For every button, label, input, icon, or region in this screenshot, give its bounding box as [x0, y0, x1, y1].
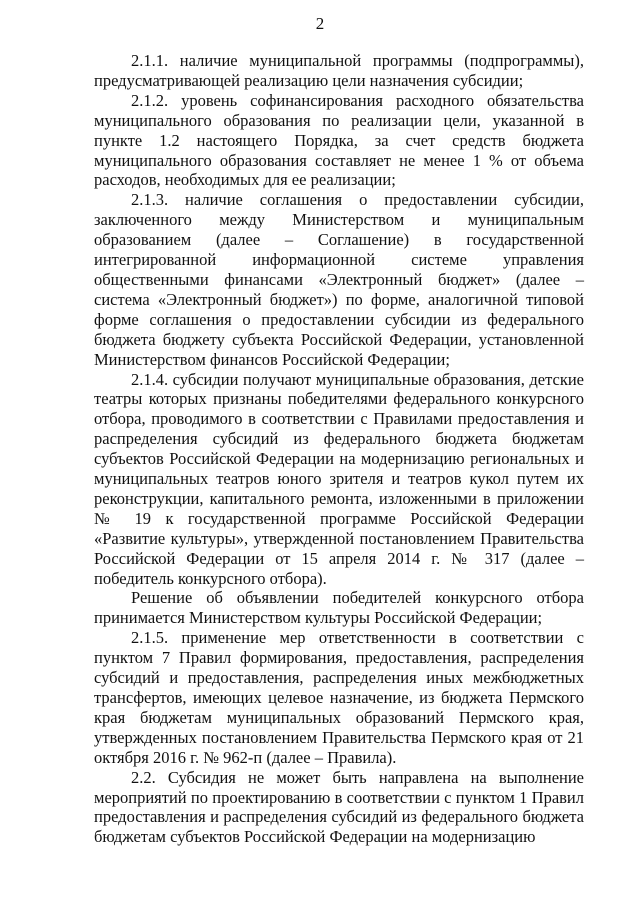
paragraph-decision: Решение об объявлении победителей конкурсного отбора принимается Министерством культуры Российской Федерации;	[94, 588, 584, 628]
page-number: 2	[315, 14, 325, 33]
paragraph-2-1-1: 2.1.1. наличие муниципальной программы (подпрограммы), предусматривающей реализацию цели назначения субсидии;	[94, 51, 584, 90]
paragraph-2-1-2: 2.1.2. уровень софинансирования расходного обязательства муниципального образования по реализации цели, указанной в пункте 1.2 настоящего Порядка, за счет средств бюджета муниципального образования составляет не менее 1 % от объема расходов, необходимых для ее реализации;	[94, 90, 584, 190]
document-body	[94, 51, 584, 847]
paragraph-2-1-5: 2.1.5. применение мер ответственности в соответствии с пунктом 7 Правил формирования, предоставления, распределения субсидий и предоставления, распределения иных межбюджетных трансфертов, имеющих целевое назначение, из бюджета Пермского края бюджетам муниципальных образований Пермского края, утвержденных постановлением Правительства Пермского края от 21 октября 2016 г. № 962-п (далее – Правила).	[94, 628, 584, 767]
paragraph-2-1-3: 2.1.3. наличие соглашения о предоставлении субсидии, заключенного между Министерством и муниципальным образованием (далее – Соглашение) в государственной интегрированной информационной системе управления общественными финансами «Электронный бюджет» (далее – система «Электронный бюджет») по форме, аналогичной типовой форме соглашения о предоставлении субсидии из федерального бюджета бюджету субъекта Российской Федерации, установленной Министерством финансов Российской Федерации;	[94, 190, 584, 369]
paragraph-2-1-4: 2.1.4. субсидии получают муниципальные образования, детские театры которых признаны победителями федерального конкурсного отбора, проводимого в соответствии с Правилами предоставления и распределения субсидий из федерального бюджета бюджетам субъектов Российской Федерации на модернизацию региональных и муниципальных театров юного зрителя и театров кукол путем их реконструкции, капитального ремонта, изложенными в приложении № 19 к государственной программе Российской Федерации «Развитие культуры», утвержденной постановлением Правительства Российской Федерации от 15 апреля 2014 г. № 317 (далее – победитель конкурсного отбора).	[94, 369, 584, 588]
paragraph-2-2: 2.2. Субсидия не может быть направлена на выполнение мероприятий по проектированию в соответствии с пунктом 1 Правил предоставления и распределения субсидий из федерального бюджета бюджетам субъектов Российской Федерации на модернизацию	[94, 767, 584, 847]
